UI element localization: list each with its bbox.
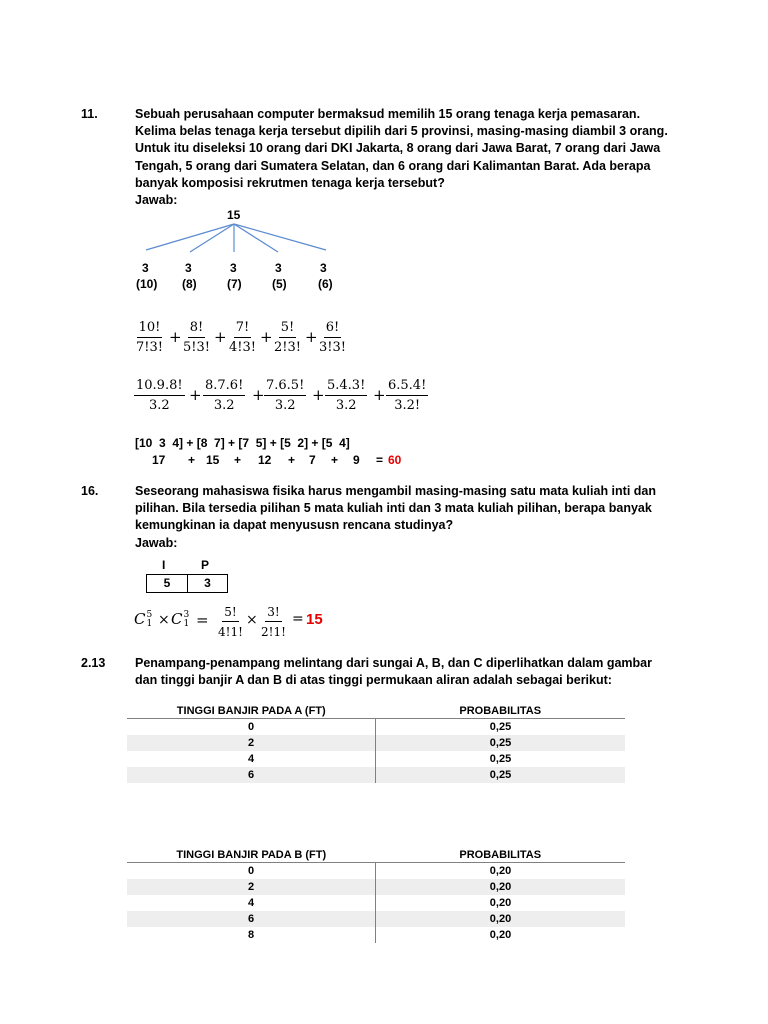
q11-line-3: Untuk itu diseleksi 10 orang dari DKI Jakarta, 8 orang dari Jawa Barat, 7 orang dari Jawa bbox=[135, 141, 661, 156]
frac2-4-den: 3.2 bbox=[335, 398, 357, 413]
frac2-3-den: 3.2 bbox=[274, 398, 296, 413]
q16-line-1: Seseorang mahasiswa fisika harus mengambil masing-masing satu mata kuliah inti dan bbox=[135, 484, 656, 498]
tree-branch-4 bbox=[234, 224, 278, 252]
q213-text bbox=[135, 655, 677, 689]
comb-c1 bbox=[134, 610, 152, 629]
q11-line-1: Sebuah perusahaan computer bermaksud memilih 15 orang tenaga kerja pemasaran. bbox=[135, 107, 641, 121]
frac2-2-num: 8.7.6! bbox=[203, 378, 245, 396]
table-a-header-height: TINGGI BANJIR PADA A (FT) bbox=[127, 703, 376, 719]
frac1-5-num: 6! bbox=[324, 320, 342, 338]
q16-text bbox=[135, 483, 677, 552]
frac1-1-den: 7!3! bbox=[136, 340, 163, 355]
tree-count-4: (5) bbox=[272, 277, 287, 291]
frac1-5 bbox=[317, 320, 348, 356]
sum-result: 60 bbox=[388, 453, 402, 467]
frac1-4 bbox=[272, 320, 303, 356]
frac2-5 bbox=[386, 378, 428, 414]
frac2-4-num: 5.4.3! bbox=[325, 378, 367, 396]
q11-text bbox=[135, 106, 677, 209]
q213-number: 2.13 bbox=[81, 656, 106, 670]
q213-line-1: Penampang-penampang melintang dari sungai A, B, dan C diperlihatkan dalam gambar bbox=[135, 656, 652, 670]
frac1-3-num: 7! bbox=[234, 320, 252, 338]
plus-1a: + bbox=[169, 328, 182, 346]
tree-count-2: (8) bbox=[182, 277, 197, 291]
table-row bbox=[127, 927, 625, 943]
q16-answer-label: Jawab: bbox=[135, 535, 178, 550]
table-a bbox=[127, 703, 625, 783]
comb-frac-2-den: 2!1! bbox=[261, 625, 286, 639]
sum-plus-1: + bbox=[188, 453, 196, 467]
q16-line-2: pilihan. Bila tersedia pilihan 5 mata kuliah inti dan 3 mata kuliah pilihan, berapa banyak bbox=[135, 501, 652, 516]
table-b-header-prob: PROBABILITAS bbox=[376, 847, 626, 863]
times-1: × bbox=[158, 612, 170, 628]
q16-line-3: kemungkinan ia dapat menyususn rencana studinya? bbox=[135, 518, 454, 533]
plus-1d: + bbox=[305, 328, 318, 346]
q11-line-5: banyak komposisi rekrutmen tenaga kerja tersebut? bbox=[135, 175, 445, 190]
table-row bbox=[127, 879, 625, 895]
tree-branch-1 bbox=[146, 224, 234, 250]
tree-leaf-2: 3 bbox=[185, 261, 192, 275]
q11-line-4: Tengah, 5 orang dari Sumatera Selatan, dan 6 orang dari Kalimantan Barat. Ada berapa bbox=[135, 158, 651, 173]
table-cell: 0,25 bbox=[489, 721, 512, 733]
ip-value-p: 3 bbox=[204, 576, 211, 590]
table-row bbox=[127, 751, 625, 767]
table-cell: 6 bbox=[127, 767, 376, 783]
plus-2b: + bbox=[252, 386, 265, 404]
frac2-1-num: 10.9.8! bbox=[134, 378, 185, 396]
table-cell: 0 bbox=[127, 863, 376, 880]
comb-c2-base: C bbox=[171, 610, 183, 628]
comb-frac-2 bbox=[259, 604, 288, 640]
table-row bbox=[127, 895, 625, 911]
table-p-header: P bbox=[201, 558, 210, 572]
table-cell: 0,20 bbox=[376, 879, 626, 895]
table-b-header-height: TINGGI BANJIR PADA B (FT) bbox=[127, 847, 376, 863]
comb-c2-sup: 3 bbox=[183, 610, 190, 620]
comb-c1-sub: 1 bbox=[146, 619, 153, 629]
table-cell: 0,25 bbox=[376, 767, 626, 783]
tree-count-3: (7) bbox=[227, 277, 242, 291]
frac1-4-num: 5! bbox=[279, 320, 297, 338]
tree-leaf-1: 3 bbox=[142, 261, 149, 275]
q11-answer-label: Jawab: bbox=[135, 193, 178, 208]
q11-number: 11. bbox=[81, 107, 98, 121]
tree-count-5: (6) bbox=[318, 277, 333, 291]
table-cell: 2 bbox=[127, 879, 376, 895]
frac2-3-num: 7.6.5! bbox=[264, 378, 306, 396]
comb-frac-1 bbox=[216, 604, 245, 640]
table-cell: 0 bbox=[127, 719, 376, 736]
sum-term-12: 12 bbox=[258, 453, 272, 467]
table-cell: 0,20 bbox=[489, 929, 512, 941]
table-a-header bbox=[127, 703, 625, 719]
ip-value-i: 5 bbox=[147, 575, 188, 592]
plus-2d: + bbox=[373, 386, 386, 404]
ip-box bbox=[146, 574, 228, 593]
bracket-line: [10 3 4] + [8 7] + [7 5] + [5 2] + [5 4] bbox=[135, 436, 350, 450]
frac1-3-den: 4!3! bbox=[229, 340, 256, 355]
tree-lines bbox=[140, 222, 340, 262]
frac2-5-den: 3.2! bbox=[394, 398, 421, 413]
sum-term-15: 15 bbox=[206, 453, 220, 467]
sum-equals: = bbox=[376, 453, 384, 467]
sum-plus-2: + bbox=[234, 453, 242, 467]
result-equals: = bbox=[292, 611, 304, 627]
comb-frac-1-num: 5! bbox=[222, 604, 238, 622]
table-b-header bbox=[127, 847, 625, 863]
table-row bbox=[127, 863, 625, 880]
table-cell: 6 bbox=[127, 911, 376, 927]
frac1-2 bbox=[181, 320, 212, 356]
table-b bbox=[127, 847, 625, 943]
table-cell: 0,20 bbox=[376, 911, 626, 927]
tree-count-1: (10) bbox=[136, 277, 158, 291]
frac1-2-den: 5!3! bbox=[183, 340, 210, 355]
comb-c1-base: C bbox=[134, 610, 146, 628]
sum-term-9: 9 bbox=[353, 453, 360, 467]
table-cell: 8 bbox=[127, 927, 376, 943]
sum-plus-4: + bbox=[331, 453, 339, 467]
plus-2c: + bbox=[312, 386, 325, 404]
table-cell: 0,25 bbox=[489, 753, 512, 765]
comb-c1-sup: 5 bbox=[146, 610, 153, 620]
frac1-2-num: 8! bbox=[188, 320, 206, 338]
frac1-5-den: 3!3! bbox=[319, 340, 346, 355]
frac2-4 bbox=[325, 378, 367, 414]
sum-plus-3: + bbox=[288, 453, 296, 467]
tree-leaf-5: 3 bbox=[320, 261, 327, 275]
comb-frac-2-num: 3! bbox=[265, 604, 281, 622]
tree-leaf-3: 3 bbox=[230, 261, 237, 275]
table-cell: 0,20 bbox=[489, 865, 512, 877]
table-row bbox=[127, 767, 625, 783]
frac1-1 bbox=[134, 320, 165, 356]
tree-leaf-4: 3 bbox=[275, 261, 282, 275]
frac2-1 bbox=[134, 378, 185, 414]
table-row bbox=[127, 719, 625, 736]
q16-number: 16. bbox=[81, 484, 99, 498]
plus-2a: + bbox=[189, 386, 202, 404]
frac2-2-den: 3.2 bbox=[213, 398, 235, 413]
frac2-1-den: 3.2 bbox=[148, 398, 170, 413]
frac2-3 bbox=[264, 378, 306, 414]
frac1-3 bbox=[227, 320, 258, 356]
frac2-2 bbox=[203, 378, 245, 414]
plus-1b: + bbox=[214, 328, 227, 346]
plus-1c: + bbox=[260, 328, 273, 346]
tree-branch-5 bbox=[234, 224, 326, 250]
table-cell: 2 bbox=[127, 735, 376, 751]
frac1-1-num: 10! bbox=[137, 320, 163, 338]
comb-c2-sub: 1 bbox=[183, 619, 190, 629]
table-cell: 4 bbox=[127, 895, 376, 911]
table-i-header: I bbox=[162, 558, 166, 572]
table-cell: 0,20 bbox=[489, 897, 512, 909]
q16-result: 15 bbox=[306, 611, 323, 628]
sum-term-17: 17 bbox=[152, 453, 166, 467]
tree-root: 15 bbox=[227, 208, 241, 222]
frac2-5-num: 6.5.4! bbox=[386, 378, 428, 396]
table-row bbox=[127, 911, 625, 927]
times-2: × bbox=[246, 612, 258, 628]
comb-equals: = bbox=[196, 611, 209, 629]
table-a-header-prob: PROBABILITAS bbox=[376, 703, 626, 719]
table-row bbox=[127, 735, 625, 751]
table-cell: 0,25 bbox=[376, 735, 626, 751]
q213-line-2: dan tinggi banjir A dan B di atas tinggi permukaan aliran adalah sebagai berikut: bbox=[135, 673, 612, 688]
sum-term-7: 7 bbox=[309, 453, 316, 467]
frac1-4-den: 2!3! bbox=[274, 340, 301, 355]
q11-line-2: Kelima belas tenaga kerja tersebut dipilih dari 5 provinsi, masing-masing diambil 3 orang. bbox=[135, 124, 668, 139]
table-cell: 4 bbox=[127, 751, 376, 767]
comb-frac-1-den: 4!1! bbox=[218, 625, 243, 639]
comb-c2 bbox=[171, 610, 189, 629]
tree-branch-2 bbox=[190, 224, 234, 252]
